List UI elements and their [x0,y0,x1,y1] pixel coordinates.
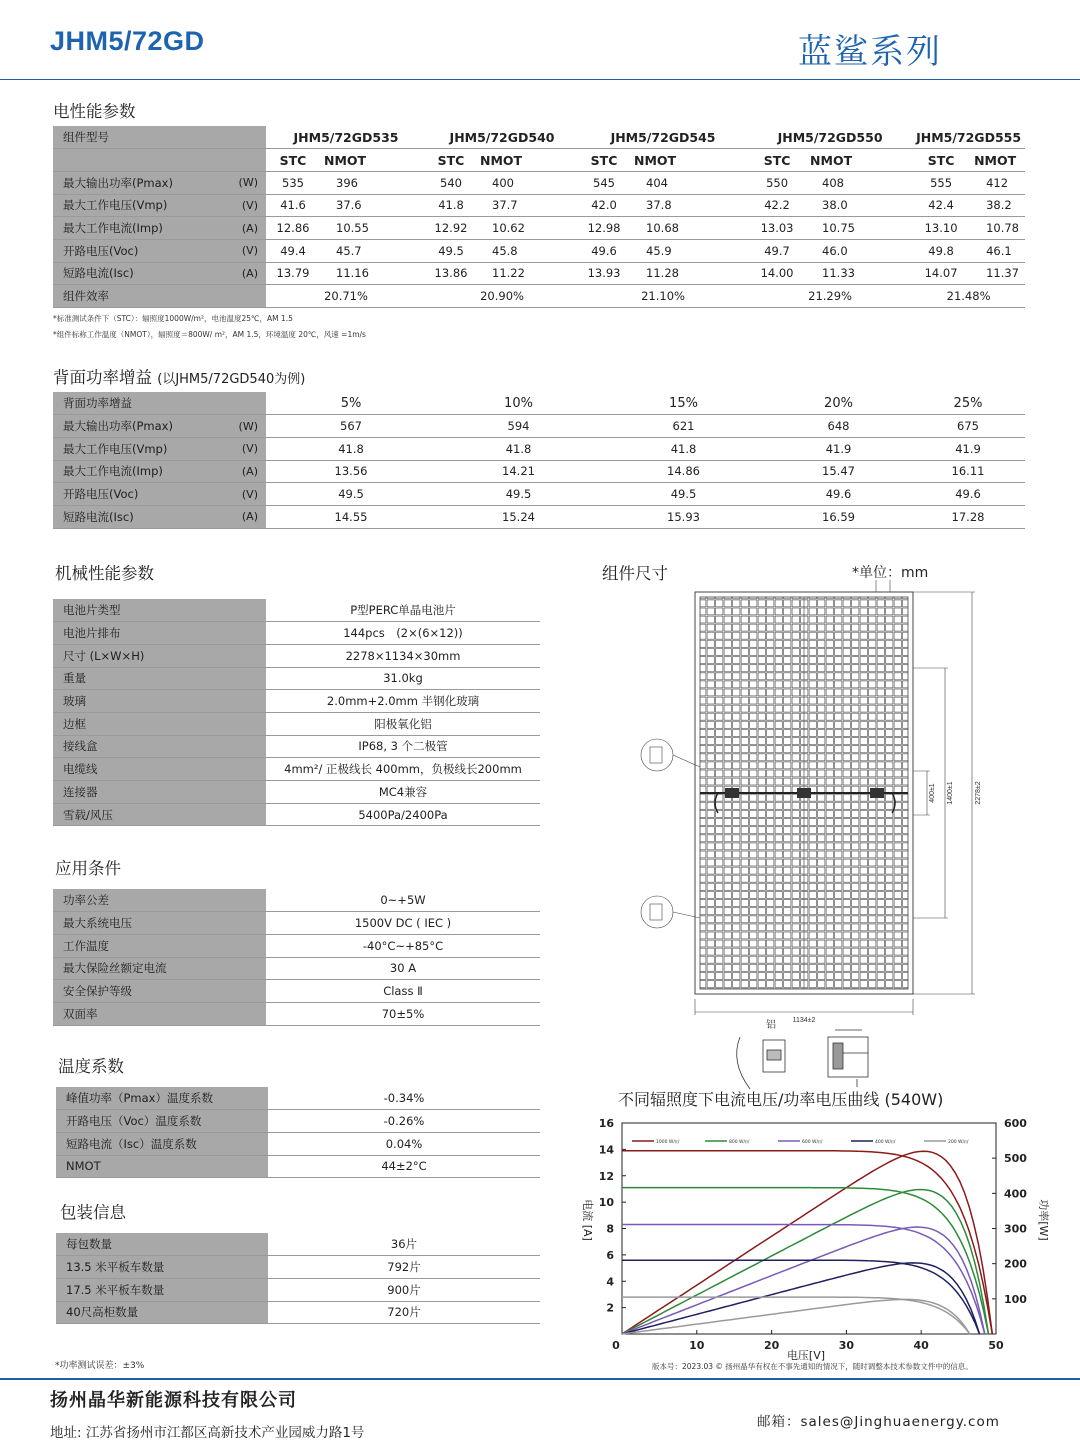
y2-tick-label: 400 [1004,1187,1027,1201]
packing-row [56,1233,540,1256]
dimensions-title: 组件尺寸 [602,564,668,583]
mechanical-row [53,644,540,667]
row-value: 36片 [390,1237,418,1252]
temperature-row [56,1155,540,1178]
row-label: 安全保护等级 [53,980,266,1003]
cell-value: 14.00 [760,266,794,281]
cell-value: 49.6 [955,487,981,502]
row-label: 最大系统电压 [53,912,266,935]
model-535: JHM5/72GD535 [293,129,399,145]
cell-value: 555 [930,175,953,190]
mechanical-row [53,622,540,645]
row-label: 开路电压(Voc) [53,239,234,262]
cell-value: 42.0 [591,198,617,213]
module-front-view [695,592,913,994]
row-label: 最大工作电流(Imp) [53,460,234,483]
cell-value: 41.8 [670,441,697,456]
cell-value: 49.5 [505,487,532,502]
row-label: 17.5 米平板车数量 [56,1278,268,1301]
electrical-row [53,194,1025,217]
mechanical-title: 机械性能参数 [55,564,154,583]
y2-tick-label: 600 [1004,1117,1027,1130]
cell-value: 49.4 [280,243,306,258]
row-label: 工作温度 [53,934,266,957]
legend-label: 1000 W/㎡ [656,1140,680,1145]
row-unit: (W) [234,415,266,438]
row-label: 连接器 [53,781,266,804]
row-label: NMOT [56,1155,268,1178]
row-value: 2.0mm+2.0mm 半钢化玻璃 [326,694,480,709]
cell-value: 12.86 [276,221,310,236]
mechanical-row [53,803,540,826]
row-unit: (W) [234,171,266,194]
row-value: 70±5% [381,1006,425,1021]
chart-y2label: 功率[W] [1037,1199,1050,1241]
cell-value: 41.8 [438,198,464,213]
cell-value: 11.16 [336,266,369,281]
cell-value: 11.37 [986,266,1019,281]
cell-value: 15.47 [822,464,855,479]
electrical-cond-row: STC NMOT STC NMOT STC NMOT STC NMOT STC NMOT [53,149,1025,172]
mechanical-row [53,758,540,781]
cell-value: 11.28 [646,266,679,281]
row-label: 开路电压（Voc）温度系数 [56,1110,268,1133]
temperature-row [56,1132,540,1155]
legend-label: 400 W/㎡ [875,1140,896,1145]
cell-value: 594 [507,419,530,434]
cell-value: 46.0 [822,243,848,258]
cell-value: 412 [986,175,1009,190]
model-555: JHM5/72GD555 [916,129,1022,145]
page-header [0,0,1080,80]
row-value: 1500V DC ( IEC ) [354,916,452,931]
cell-value: 14.86 [667,464,700,479]
chart-xlabel: 电压[V] [786,1349,826,1362]
packing-row [56,1278,540,1301]
cell-value: 45.7 [336,243,362,258]
packing-title: 包装信息 [60,1203,126,1222]
row-label: 最大工作电压(Vmp) [53,194,234,217]
company-address: 地址: 江苏省扬州市江都区高新技术产业园威力路1号 [50,1425,365,1441]
bifacial-row [53,460,1025,483]
cell-value: 49.5 [438,243,464,258]
row-value: -0.34% [383,1091,425,1106]
cell-value: 38.2 [986,198,1012,213]
width-dimension: 1134±2 [792,1017,816,1024]
y-tick-label: 10 [598,1196,614,1210]
row-value: 0~+5W [380,893,426,908]
row-value: IP68, 3 个二极管 [358,739,448,754]
mechanical-table [53,599,540,826]
row-label: 接线盒 [53,735,266,758]
row-unit: (V) [234,239,266,262]
cell-value: 37.7 [492,198,518,213]
cell-value: 15.24 [502,509,535,524]
application-row [53,957,540,980]
cell-value: 49.7 [764,243,790,258]
row-value: 5400Pa/2400Pa [358,807,448,822]
mount2-dimension: 400±1 [929,783,936,803]
cell-value: 42.2 [764,198,790,213]
cell-value: 13.56 [334,464,368,479]
row-value: 2278×1134×30mm [345,648,461,663]
y-tick-label: 8 [606,1222,614,1236]
temperature-row [56,1110,540,1133]
row-unit: (A) [234,505,266,528]
mechanical-row [53,712,540,735]
row-label: 最大工作电流(Imp) [53,217,234,240]
cell-value: 621 [672,419,695,434]
electrical-row [53,262,1025,285]
bifacial-table [53,392,1025,529]
cell-value: 540 [440,175,462,190]
legend-label: 200 W/㎡ [948,1140,969,1145]
row-label: 重量 [53,667,266,690]
application-row [53,1002,540,1025]
cell-value: 49.6 [825,487,852,502]
cell-value: 49.5 [338,487,364,502]
row-unit: (A) [234,262,266,285]
chart-title: 不同辐照度下电流电压/功率电压曲线 (540W) [618,1090,944,1109]
efficiency-row: 组件效率 20.71% 20.90% 21.10% 21.29% 21.48% [53,285,1025,308]
y2-tick-label: 200 [1004,1257,1027,1271]
chart-ylabel: 电流 [A] [581,1199,594,1241]
cell-value: 567 [340,419,362,434]
row-label: 电缆线 [53,758,266,781]
power-tolerance-note: *功率测试误差：±3% [55,1361,145,1371]
bifacial-row [53,415,1025,438]
row-label: 功率公差 [53,889,266,912]
cell-value: 13.03 [760,221,794,236]
temperature-table [56,1087,540,1178]
row-value: 44±2°C [381,1159,427,1174]
cell-value: 46.1 [986,243,1012,258]
y-tick-label: 14 [598,1143,614,1157]
cell-value: 535 [282,175,304,190]
bifacial-row [53,437,1025,460]
y-tick-label: 4 [606,1275,614,1289]
row-value: 31.0kg [383,671,423,686]
row-label: 双面率 [53,1002,266,1025]
row-label: 13.5 米平板车数量 [56,1256,268,1279]
cell-value: 14.55 [334,509,368,524]
plot-frame [622,1123,996,1334]
row-unit: (V) [234,194,266,217]
company-name: 扬州晶华新能源科技有限公司 [50,1390,297,1411]
version-note: 版本号：2023.03 © 扬州晶华有权在不事先通知的情况下，随时调整本技术参数文件中的信息。 [652,1362,973,1371]
model-540: JHM5/72GD540 [449,129,555,145]
row-label: 最大保险丝额定电流 [53,957,266,980]
nmot-note: *组件标称工作温度（NMOT），辐照度＝800W/ m²，AM 1.5，环境温度 20℃，风速 =1m/s [53,330,366,339]
application-row [53,912,540,935]
packing-table [56,1233,540,1324]
label-model: 组件型号 [53,126,266,149]
cell-value: 13.86 [434,266,468,281]
row-label: 最大输出功率(Pmax) [53,171,234,194]
row-value: -40°C~+85°C [362,938,444,953]
row-label: 边框 [53,712,266,735]
mechanical-row [53,781,540,804]
row-label: 电池片类型 [53,599,266,622]
row-value: 900片 [387,1282,421,1297]
cell-value: 545 [593,175,615,190]
row-unit: (A) [234,217,266,240]
row-label: 尺寸 (L×W×H) [53,644,266,667]
bifacial-row [53,505,1025,528]
cell-value: 550 [766,175,789,190]
cell-value: 10.55 [336,221,369,236]
row-value: 792片 [387,1260,421,1275]
cell-value: 45.8 [492,243,518,258]
row-label: 雪载/风压 [53,803,266,826]
model-title: JHM5/72GD [50,26,205,56]
mount-dimension: 1400±1 [947,781,954,805]
cell-value: 17.28 [951,509,985,524]
mechanical-row [53,690,540,713]
application-row [53,934,540,957]
cell-value: 41.9 [825,441,852,456]
electrical-row [53,217,1025,240]
module-drawing [630,575,985,1095]
electrical-model-row [53,126,1025,149]
cell-value: 49.8 [928,243,954,258]
cell-value: 42.4 [928,198,954,213]
cell-value: 37.8 [646,198,672,213]
application-title: 应用条件 [55,859,121,878]
cell-value: 12.92 [434,221,468,236]
row-label: 电池片排布 [53,622,266,645]
application-row [53,980,540,1003]
cell-value: 404 [646,175,668,190]
legend-label: 800 W/㎡ [729,1140,750,1145]
x-tick-label: 40 [913,1339,929,1352]
y2-tick-label: 300 [1004,1222,1027,1236]
x-tick-label: 0 [612,1339,620,1352]
cell-value: 675 [957,419,979,434]
cell-value: 10.68 [646,221,679,236]
application-table [53,889,540,1026]
cell-value: 41.9 [955,441,981,456]
mechanical-row [53,599,540,622]
legend-label: 600 W/㎡ [802,1140,823,1145]
cell-value: 15.93 [667,509,700,524]
length-dimension: 2278±2 [975,781,982,805]
cell-value: 648 [827,419,850,434]
row-label: 玻璃 [53,690,266,713]
row-unit: (V) [234,437,266,460]
row-label: 开路电压(Voc) [53,483,234,506]
y-tick-label: 2 [606,1301,614,1315]
row-value: 4mm²/ 正极线长 400mm，负极线长200mm [284,762,522,777]
temperature-title: 温度系数 [58,1057,124,1076]
x-tick-label: 20 [763,1339,780,1352]
row-unit: (A) [234,460,266,483]
application-row [53,889,540,912]
cell-value: 14.07 [924,266,958,281]
frame-section-view [737,1030,868,1089]
row-value: 720片 [387,1305,421,1320]
model-550: JHM5/72GD550 [777,129,883,145]
x-tick-label: 30 [838,1339,855,1352]
row-label: 短路电流(Isc) [53,505,234,528]
cell-value: 11.22 [492,266,525,281]
y2-tick-label: 500 [1004,1152,1027,1166]
cell-value: 49.5 [670,487,697,502]
bifacial-title: 背面功率增益 (以JHM5/72GD540为例) [53,368,306,387]
cell-value: 10.75 [822,221,855,236]
row-value: 144pcs (2×(6×12)) [343,626,463,641]
row-label: 40尺高柜数量 [56,1301,268,1324]
series-title: 蓝鲨系列 [798,32,942,72]
row-label: 每包数量 [56,1233,268,1256]
iv-chart [570,1108,1050,1362]
row-value: 30 A [389,961,417,976]
row-value: Class Ⅱ [383,984,423,999]
cell-value: 396 [336,175,358,190]
row-label: 最大工作电压(Vmp) [53,437,234,460]
mechanical-row [53,735,540,758]
row-value: -0.26% [383,1114,425,1129]
x-tick-label: 10 [689,1339,705,1352]
row-value: 阳极氧化铝 [374,716,432,731]
cell-value: 14.21 [502,464,535,479]
bifacial-row [53,483,1025,506]
y-tick-label: 16 [598,1117,614,1130]
model-545: JHM5/72GD545 [610,129,716,145]
row-label: 短路电流(Isc) [53,262,234,285]
cell-value: 41.6 [280,198,306,213]
cell-value: 400 [492,175,514,190]
cell-value: 16.59 [822,509,855,524]
mechanical-row [53,667,540,690]
electrical-row [53,171,1025,194]
cell-value: 41.8 [338,441,364,456]
cell-value: 12.98 [587,221,621,236]
electrical-row [53,239,1025,262]
bifacial-gain-row: 背面功率增益 5% 10% 15% 20% 25% [53,392,1025,415]
cell-value: 10.78 [986,221,1019,236]
cell-value: 13.10 [924,221,958,236]
section-label: 铝 [766,1020,776,1031]
unit-note: *单位：mm [852,565,929,581]
packing-row [56,1301,540,1324]
row-label: 短路电流（Isc）温度系数 [56,1132,268,1155]
cell-value: 49.6 [591,243,617,258]
row-label: 峰值功率（Pmax）温度系数 [56,1087,268,1110]
cell-value: 13.79 [276,266,310,281]
stc-note: *标准测试条件下（STC）：辐照度1000W/m²，电池温度25℃，AM 1.5 [53,314,293,323]
y2-tick-label: 100 [1004,1292,1027,1306]
cell-value: 37.6 [336,198,362,213]
cell-value: 408 [822,175,844,190]
electrical-table [53,126,1025,308]
row-label: 最大输出功率(Pmax) [53,415,234,438]
row-value: MC4兼容 [378,784,428,799]
temperature-row [56,1087,540,1110]
cell-value: 38.0 [822,198,848,213]
packing-row [56,1256,540,1279]
row-unit: (V) [234,483,266,506]
cell-value: 11.33 [822,266,855,281]
footer-rule [0,1378,1080,1380]
cell-value: 16.11 [951,464,985,479]
cell-value: 41.8 [505,441,532,456]
electrical-title: 电性能参数 [53,102,136,121]
x-tick-label: 50 [988,1339,1004,1352]
y-tick-label: 12 [598,1169,614,1183]
cell-value: 13.93 [587,266,621,281]
cell-value: 45.9 [646,243,672,258]
y-tick-label: 6 [606,1248,614,1262]
row-value: P型PERC单晶电池片 [350,603,456,618]
cell-value: 10.62 [492,221,525,236]
company-email: 邮箱：sales@Jinghuaenergy.com [757,1414,1000,1430]
row-value: 0.04% [385,1136,423,1151]
